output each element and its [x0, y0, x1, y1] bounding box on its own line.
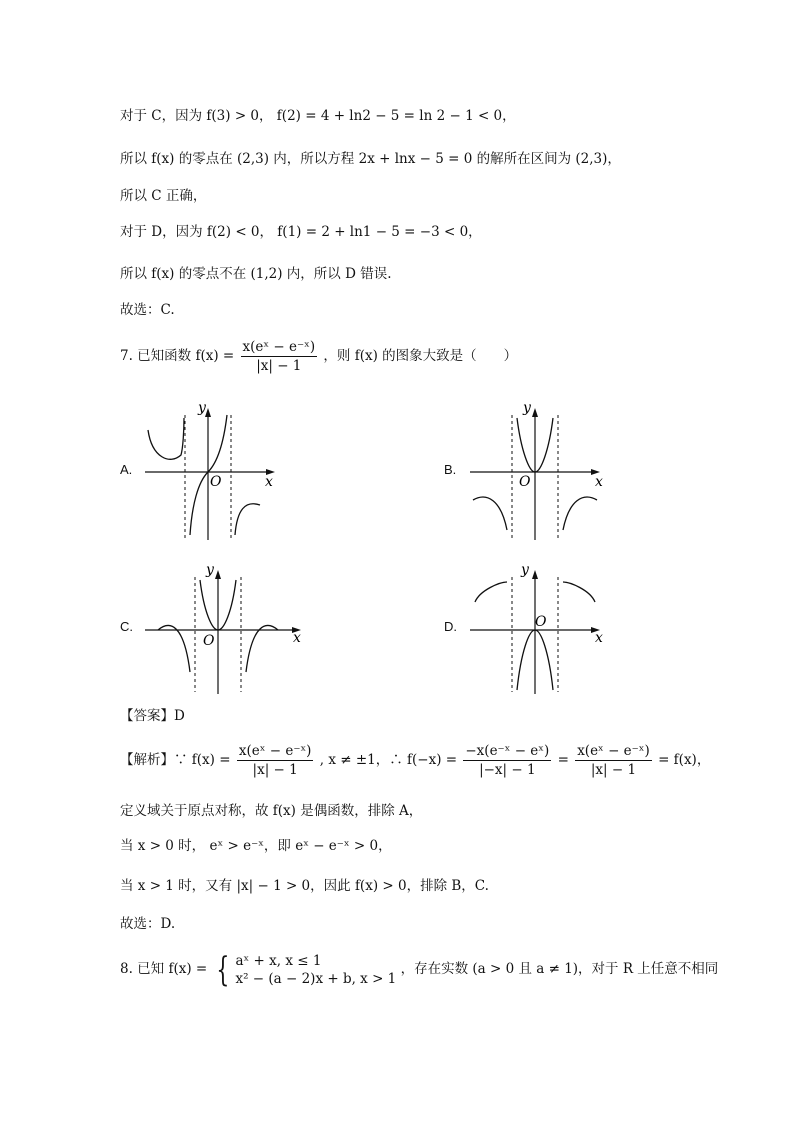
analysis-fraction-1 [237, 742, 314, 779]
solution-line-d-wrong: 所以 f(x) 的零点不在 (1,2) 内，所以 D 错误. [120, 266, 392, 282]
question-8-prefix: 8. 已知 f(x) = [120, 961, 208, 977]
option-c-origin-label: O [203, 633, 215, 649]
analysis-fraction-2 [463, 742, 551, 779]
option-b-y-label: y [523, 400, 531, 416]
option-b-label: B. [444, 462, 457, 477]
analysis-line-positive: 当 x > 0 时， eˣ > e⁻ˣ，即 eˣ − e⁻ˣ > 0， [120, 838, 392, 854]
option-c-x-label: x [293, 630, 301, 646]
analysis-numerator-3: x(eˣ − e⁻ˣ) [577, 743, 650, 759]
analysis-fraction-3 [575, 742, 652, 779]
analysis-line-exclude: 当 x > 1 时，又有 |x| − 1 > 0，因此 f(x) > 0，排除 B，C. [120, 878, 489, 894]
option-b-graph [465, 400, 615, 545]
analysis-line [120, 738, 710, 782]
solution-line-c: 对于 C，因为 f(3) > 0， f(2) = 4 + ln2 − 5 = ln 2 − 1 < 0， [120, 108, 516, 124]
question-7-suffix: ，则 f(x) 的图象大致是（ ） [323, 348, 518, 364]
solution-line-c-correct: 所以 C 正确， [120, 188, 207, 204]
analysis-equals: = [557, 752, 569, 768]
option-a-y-label: y [198, 400, 206, 416]
option-c-label: C. [120, 619, 133, 634]
question-7-numerator: x(eˣ − e⁻ˣ) [242, 339, 316, 355]
option-d-y-label: y [521, 562, 529, 578]
analysis-line-even: 定义域关于原点对称，故 f(x) 是偶函数，排除 A， [120, 803, 423, 819]
option-b-x-label: x [595, 474, 603, 490]
piecewise-case-1: aˣ + x, x ≤ 1 [235, 952, 322, 969]
analysis-middle: , x ≠ ±1，∴ f(−x) = [319, 752, 458, 768]
option-d-origin-label: O [535, 614, 547, 630]
question-7-prefix: 7. 已知函数 f(x) = [120, 348, 235, 364]
option-c-y-label: y [206, 562, 214, 578]
question-8-suffix: ，存在实数 (a > 0 且 a ≠ 1)，对于 R 上任意不相同 [400, 961, 719, 977]
solution-line-d: 对于 D，因为 f(2) < 0， f(1) = 2 + ln1 − 5 = −3 < 0， [120, 224, 482, 240]
question-7 [120, 336, 517, 376]
piecewise-case-2: x² − (a − 2)x + b, x > 1 [235, 970, 397, 987]
analysis-denominator-2: |−x| − 1 [479, 762, 536, 778]
option-d-x-label: x [595, 630, 603, 646]
solution-line-c-zero: 所以 f(x) 的零点在 (2,3) 内，所以方程 2x + lnx − 5 = 0 的解所在区间为 (2,3)， [120, 151, 621, 167]
analysis-line-choice: 故选：D. [120, 916, 176, 932]
option-a-origin-label: O [210, 474, 222, 490]
analysis-numerator-2: −x(e⁻ˣ − eˣ) [465, 743, 550, 759]
analysis-label: 【解析】∵ f(x) = [120, 752, 231, 768]
analysis-end: = f(x)， [658, 752, 711, 768]
option-d-label: D. [444, 619, 457, 634]
question-7-denominator: |x| − 1 [256, 358, 302, 374]
question-7-fraction [241, 338, 318, 375]
question-8 [120, 946, 718, 992]
analysis-denominator-1: |x| − 1 [252, 762, 298, 778]
piecewise-brace: { [215, 949, 229, 990]
answer-line: 【答案】D [120, 708, 185, 724]
option-a-label: A. [120, 462, 133, 477]
option-c-graph [140, 562, 310, 697]
analysis-numerator-1: x(eˣ − e⁻ˣ) [238, 743, 312, 759]
analysis-denominator-3: |x| − 1 [590, 762, 637, 778]
option-b-origin-label: O [519, 474, 531, 490]
option-a-x-label: x [265, 474, 273, 490]
piecewise-cases [235, 952, 396, 988]
solution-line-choice: 故选：C. [120, 302, 175, 318]
option-d-graph [465, 562, 615, 697]
option-a-graph [140, 400, 290, 545]
